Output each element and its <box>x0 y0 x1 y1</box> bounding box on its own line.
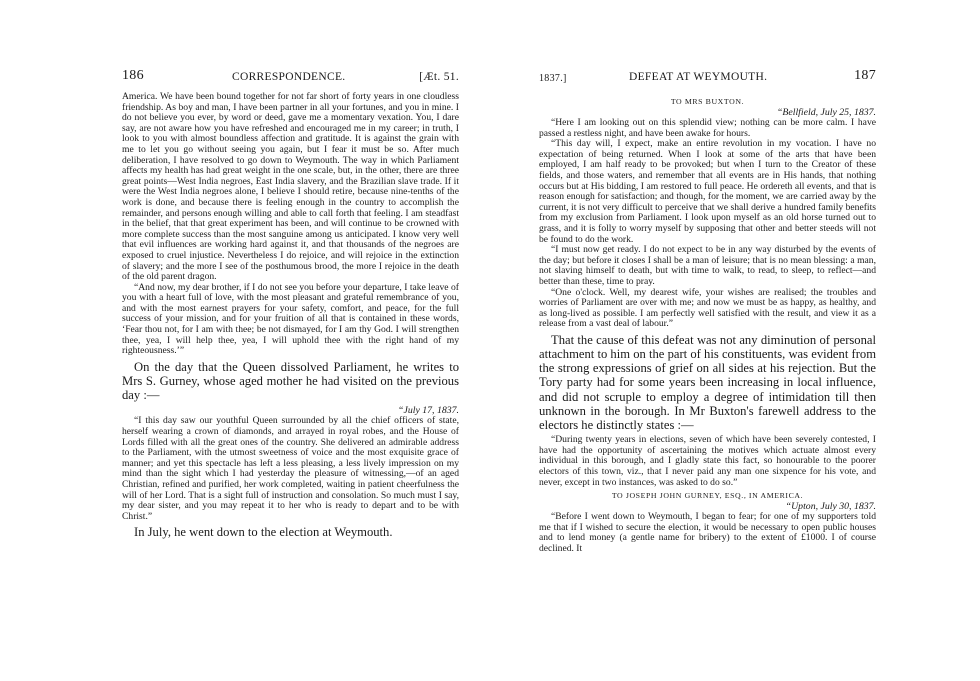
left-para-1: America. We have been bound together for not far short of forty years in one cloudless friendship. As boy and man, I have been partner in all your fortunes, and you in mine. I do not believe you ever, by word or deed, gave me a momentary vexation. You, I dare say, are not aware how you have refreshed and encouraged me in my career; in truth, I look to you with almost boundless affection and gratitude. It is against the grain with me to let you go without seeing you again, but I fear it must be so. After much deliberation, I have resolved to go down to Weymouth. The way in which Parliament affects my health has had great weight in the one scale, but, in the other, there are three great points—West India negroes, East India slavery, and the Brazilian slave trade. If it were the West India negroes alone, I believe I should retire, because nine-tenths of the work is done, and because there is feeling enough in the country to accomplish the remainder, and persons enough willing and able to call forth that feeling. I am steadfast in the belief, that that great experiment has been, and will continue to be crowned with more complete success than the most sanguine among us anticipated. I know very well that evil influences are working hard against it, and that thousands of the negroes are exposed to cruel injustice. Nevertheless I do rejoice, and will rejoice in the extinction of slavery; and the more I see of the posthumous brood, the more I rejoice in the death of the old parent dragon. <box>122 91 459 283</box>
right-para-2: “This day will, I expect, make an entire revolution in my vocation. I have no expectation of being returned. When I look at some of the arts that have been employed, I am half ready to be provoked; but when I turn to the Creator of these fields, and those waters, and remember that all events are in His hands, that nothing occurs but at His bidding, I am restored to full peace. He ordereth all events, and that is reason enough for satisfaction; and though, for the moment, we are carried away by the current, it is not very difficult to perceive that we shall derive a hundred family benefits from my exclusion from Parliament. I look upon myself as an old horse turned out to grass, and it is folly to worry myself by supposing that other and better steeds will not be found to do the work. <box>539 138 876 245</box>
right-page <box>490 0 980 681</box>
right-dateline-2: “Upton, July 30, 1837. <box>785 501 876 513</box>
right-year-label: 1837.] <box>539 73 567 84</box>
right-quote-block <box>539 435 876 488</box>
left-narrative-1: On the day that the Queen dissolved Parliament, he writes to Mrs S. Gurney, whose aged mother he had visited on the previous day :— <box>122 359 459 403</box>
right-narrative: That the cause of this defeat was not any diminution of personal attachment to him on the part of his constituents, was evident from the strong expressions of grief on all sides at his rejection. But the Tory party had for some years been increasing in local influence, and did not scruple to employ a degree of intimidation till then unknown in the borough. In Mr Buxton's farewell address to the electors he distinctly states :— <box>539 332 876 433</box>
right-letter-1 <box>539 118 876 330</box>
right-body <box>539 97 876 555</box>
right-dateline-1: “Bellfield, July 25, 1837. <box>776 107 876 118</box>
right-running-title: DEFEAT AT WEYMOUTH. <box>629 71 768 83</box>
right-para-5: “Before I went down to Weymouth, I began to fear; for one of my supporters told me that if I wished to secure the election, it would be necessary to open public houses and to lend money (a gentle name for bribery) to the extent of £1000. I of course declined. It <box>539 511 876 555</box>
right-recipient-2: TO JOSEPH JOHN GURNEY, ESQ., IN AMERICA. <box>611 491 804 501</box>
right-para-3: “I must now get ready. I do not expect to be in any way disturbed by the events of the day; but before it closes I shall be a man of leisure; that is no mean blessing: a man, not slaving himself to death, but with time to walk, to read, to sleep, to reflect—and better than these, time to pray. <box>539 244 876 287</box>
left-page-number: 186 <box>122 68 144 83</box>
left-letter-continued <box>122 92 459 357</box>
left-para-2: “And now, my dear brother, if I do not see you before your departure, I take leave of you with a heart full of love, with the most pleasant and grateful remembrance of you, and with the most earnest prayers for your safety, comfort, and peace, for the full success of your mission, and for your fruition of all that is contained in these words, ‘Fear thou not, for I am with thee; be not dismayed, for I am thy God. I will strengthen thee, yea, I will help thee, yea, I will uphold thee with the right hand of my righteousness.’” <box>122 281 459 357</box>
left-letter-2-text: “I this day saw our youthful Queen surrounded by all the chief officers of state, herself wearing a crown of diamonds, and arrayed in royal robes, and the House of Lords filled with all the great ones of the country. She delivered an admirable address to the Parliament, with the utmost sweetness of voice and the most exquisite grace of manner; and yet this spectacle has left a less pleasing, a less lively impression on my mind than the sight which I had yesterday the pleasure of witnessing,—of an aged Christian, refined and purified, her work completed, waiting in patient cheerfulness the will of her Lord. That is a sight full of instruction and consolation. So much must I say, my dear sister, and you may repeat it to her who is ready to depart and to be with Christ.” <box>122 415 459 522</box>
left-body <box>122 92 459 540</box>
left-narrative-2-block <box>122 525 459 539</box>
right-para-4: “One o'clock. Well, my dearest wife, your wishes are realised; the troubles and worries of Parliament are over with me; and now we must be as happy, as healthy, and as long-lived as possible. I am perfectly well satisfied with the result, and view it as a release from a vast deal of labour.” <box>539 286 876 330</box>
left-letter-2 <box>122 416 459 522</box>
left-dateline: “July 17, 1837. <box>398 405 459 417</box>
left-narrative-2: In July, he went down to the election at Weymouth. <box>134 525 393 540</box>
left-running-title: CORRESPONDENCE. <box>232 71 346 83</box>
right-page-number: 187 <box>854 68 876 83</box>
right-quote: “During twenty years in elections, seven of which have been severely contested, I have had the opportunity of ascertaining the motives which actuate almost every individual in this borough, and I gladly state this fact, so honourable to the poorer electors of this town, viz., that I never paid any man one sixpence for his vote, and never, except in two instances, was asked to do so.” <box>539 434 876 488</box>
right-letter-2 <box>539 512 876 554</box>
left-age-label: [Æt. 51. <box>419 71 459 83</box>
right-recipient-1: TO MRS BUXTON. <box>670 97 745 106</box>
right-para-1: “Here I am looking out on this splendid view; nothing can be more calm. I have passed a restless night, and have been awake for hours. <box>539 117 876 139</box>
left-narrative-1-block <box>122 360 459 403</box>
right-narrative-block <box>539 333 876 432</box>
